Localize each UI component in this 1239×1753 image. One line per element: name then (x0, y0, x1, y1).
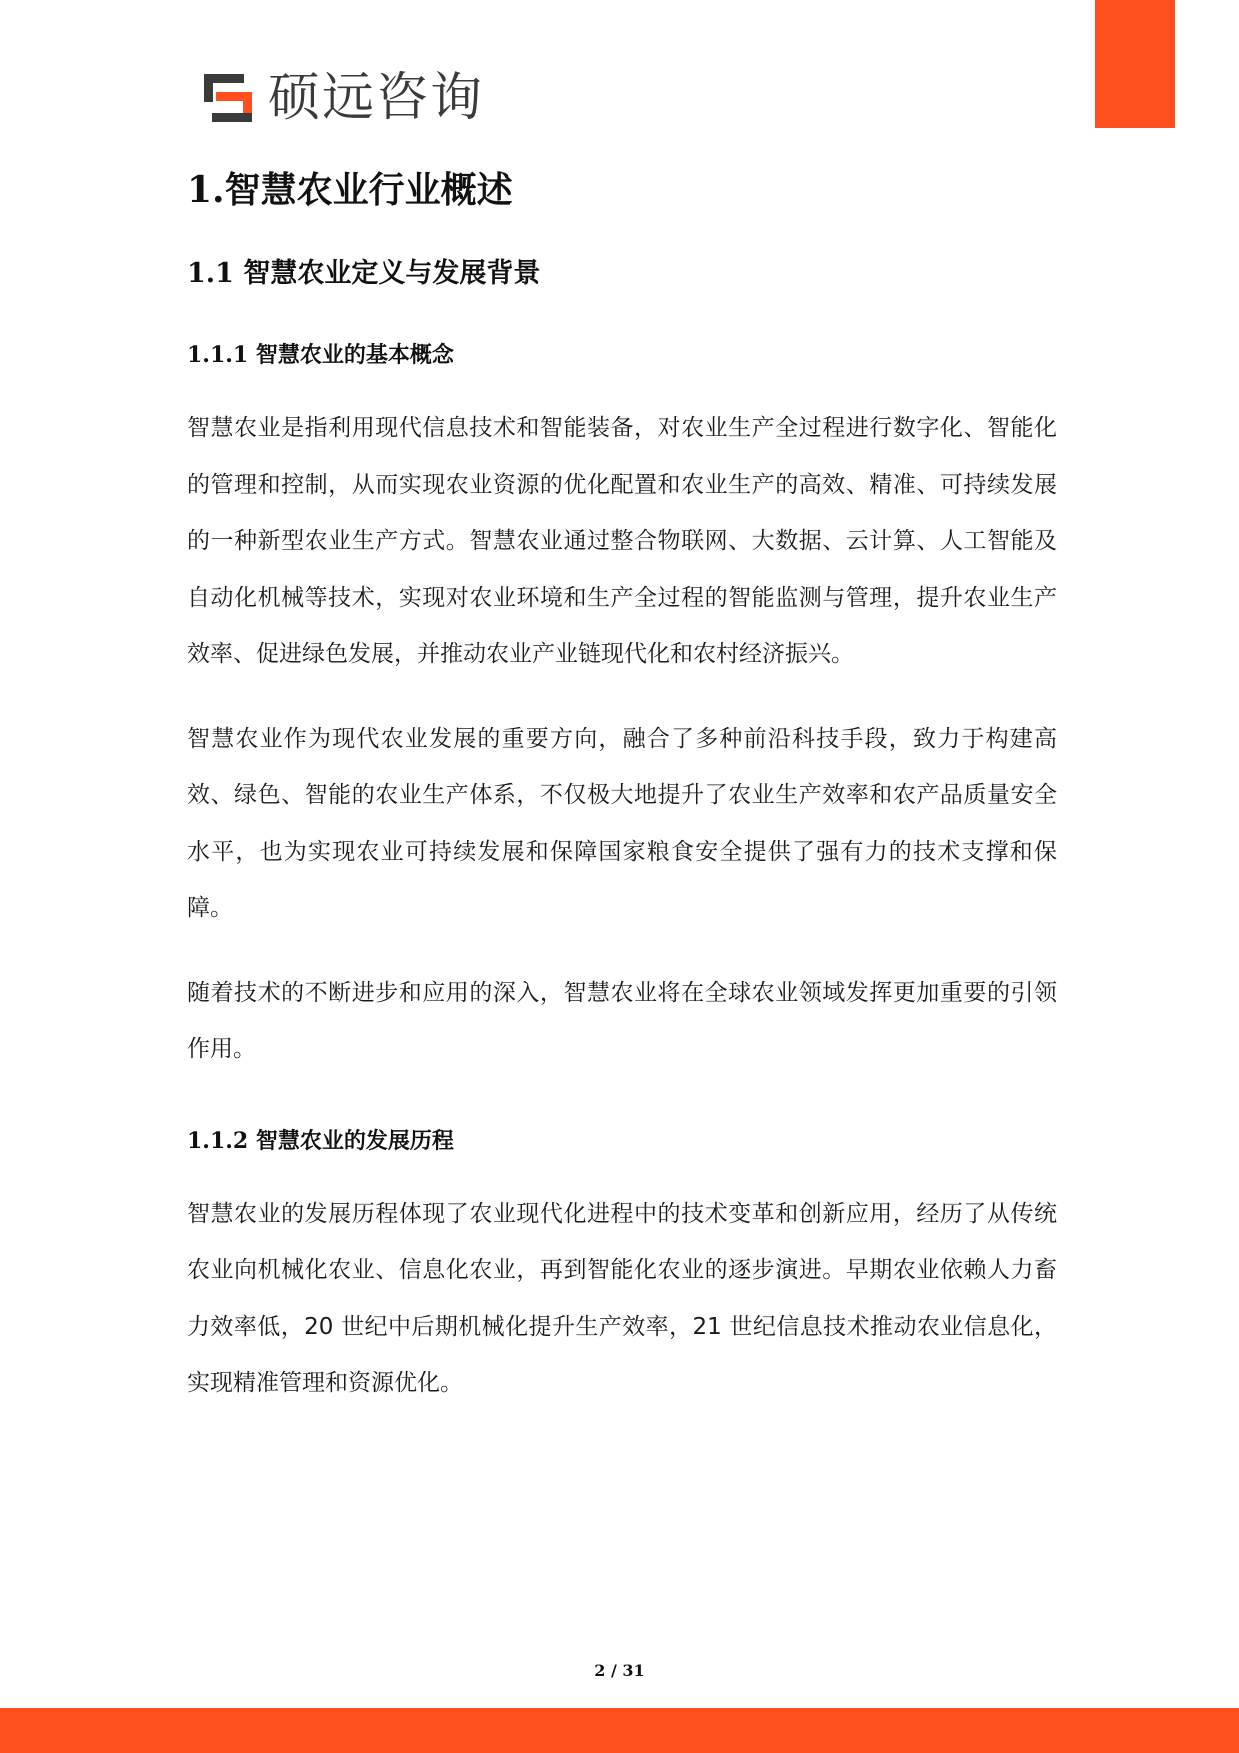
corner-accent-tab (1095, 0, 1175, 128)
page-number: 2 / 31 (594, 1661, 645, 1680)
brand-logo (202, 70, 484, 126)
chapter-title: 1.智慧农业行业概述 (187, 169, 513, 211)
subsection-title-development-history: 1.1.2 智慧农业的发展历程 (187, 1127, 454, 1154)
document-body (187, 160, 1057, 1412)
subsection-title-basic-concept: 1.1.1 智慧农业的基本概念 (187, 342, 454, 368)
footer-accent-bar (0, 1708, 1239, 1753)
paragraph: 随着技术的不断进步和应用的深入，智慧农业将在全球农业领域发挥更加重要的引领作用。 (187, 979, 1057, 1062)
paragraph: 智慧农业作为现代农业发展的重要方向，融合了多种前沿科技手段，致力于构建高效、绿色、智能的农业生产体系，不仅极大地提升了农业生产效率和农产品质量安全水平，也为实现农业可持续发展和保障国家粮食安全提供了强有力的技术支撑和保障。 (187, 725, 1057, 921)
s-block-logo-icon (202, 70, 258, 126)
paragraph: 智慧农业的发展历程体现了农业现代化进程中的技术变革和创新应用，经历了从传统农业向机械化农业、信息化农业，再到智能化农业的逐步演进。早期农业依赖人力畜力效率低，20 世纪中后期机械化提升生产效率，21 世纪信息技术推动农业信息化，实现精准管理和资源优化。 (187, 1200, 1057, 1396)
section-title: 1.1 智慧农业定义与发展背景 (187, 258, 541, 289)
paragraph: 智慧农业是指利用现代信息技术和智能装备，对农业生产全过程进行数字化、智能化的管理和控制，从而实现农业资源的优化配置和农业生产的高效、精准、可持续发展的一种新型农业生产方式。智慧农业通过整合物联网、大数据、云计算、人工智能及自动化机械等技术，实现对农业环境和生产全过程的智能监测与管理，提升农业生产效率、促进绿色发展，并推动农业产业链现代化和农村经济振兴。 (187, 415, 1057, 667)
brand-name: 硕远咨询 (268, 68, 485, 128)
